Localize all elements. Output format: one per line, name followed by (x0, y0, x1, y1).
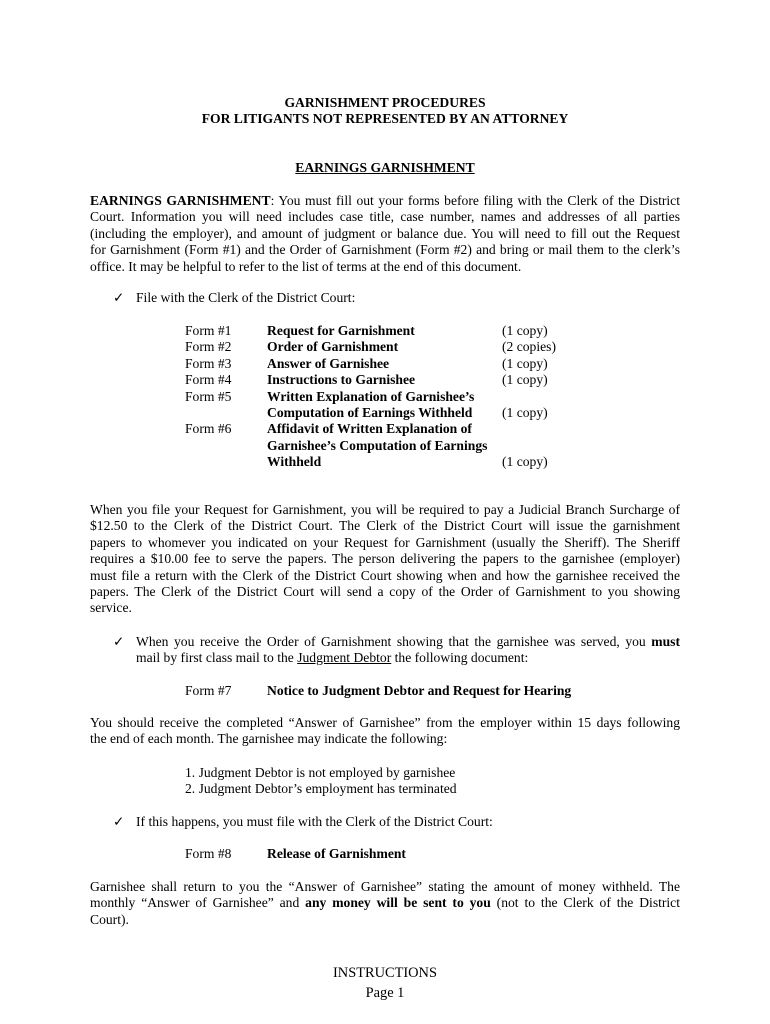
form-8-title: Release of Garnishment (267, 846, 406, 861)
form-1-title: Request for Garnishment (267, 323, 415, 338)
order-check-line1-text: When you receive the Order of Garnishment showing that the garnishee was served, you (136, 634, 652, 649)
surcharge-line-3: papers to whomever you indicated on your Request for Garnishment (usually the Sheriff). The Sheriff (90, 534, 680, 550)
intro-line-4: for Garnishment (Form #1) and the Order of Garnishment (Form #2) and bring or mail them to the clerk’s (90, 242, 680, 258)
final-line-1: Garnishee shall return to you the “Answer of Garnishee” stating the amount of money withheld. The (90, 879, 680, 894)
order-check-must: must (651, 634, 680, 649)
intro-line-3: (including the employer), and amount of judgment or balance due. You will need to fill out the Request (90, 225, 680, 241)
form-4-label: Form #4 (185, 372, 232, 387)
surcharge-line-2: $12.50 to the Clerk of the District Court. The Clerk of the District Court will issue the garnishment (90, 518, 680, 534)
form-5-title-line1: Written Explanation of Garnishee’s (267, 389, 475, 404)
final-line2-bold: any money will be sent to you (305, 895, 491, 911)
if-happens-text: If this happens, you must file with the Clerk of the District Court: (136, 814, 493, 829)
check-icon: ✓ (113, 634, 125, 649)
surcharge-line-5: must file a return with the Clerk of the District Court showing when and how the garnishee received the (90, 567, 680, 583)
section-heading: EARNINGS GARNISHMENT (295, 160, 475, 175)
form-8-label: Form #8 (185, 846, 232, 861)
form-7-label: Form #7 (185, 683, 232, 698)
doc-title-line1: GARNISHMENT PROCEDURES (284, 95, 486, 110)
condition-item-2: 2. Judgment Debtor’s employment has terminated (185, 781, 457, 796)
form-3-copies: (1 copy) (502, 356, 548, 371)
answer-line-1: You should receive the completed “Answer of Garnishee” from the employer within 15 days following (90, 715, 680, 730)
form-6-title-line3: Withheld (267, 454, 322, 469)
doc-title-line2: FOR LITIGANTS NOT REPRESENTED BY AN ATTORNEY (201, 111, 569, 126)
form-4-title: Instructions to Garnishee (267, 372, 416, 387)
form-2-label: Form #2 (185, 339, 232, 354)
check-icon: ✓ (113, 814, 125, 829)
answer-paragraph (90, 715, 680, 748)
order-check-line2 (136, 650, 528, 666)
form-3-title: Answer of Garnishee (267, 356, 390, 371)
order-check-line2-post: the following document: (391, 650, 529, 665)
intro-lead: EARNINGS GARNISHMENT (90, 193, 271, 208)
surcharge-paragraph (90, 502, 680, 617)
order-check-line2-pre: mail by first class mail to the (136, 650, 298, 665)
footer-page-number: Page 1 (365, 985, 405, 1001)
form-2-title: Order of Garnishment (267, 339, 399, 354)
final-line2-post: (not to the Clerk of the District (490, 895, 680, 911)
intro-line1-rest: : You must fill out your forms before filing with the Clerk of the District (270, 193, 680, 208)
form-7-title: Notice to Judgment Debtor and Request for Hearing (267, 683, 572, 698)
condition-item-1: 1. Judgment Debtor is not employed by garnishee (185, 765, 456, 780)
form-3-label: Form #3 (185, 356, 232, 371)
check-icon: ✓ (113, 290, 125, 305)
footer-instructions-label: INSTRUCTIONS (333, 965, 437, 981)
final-paragraph (90, 879, 680, 928)
form-6-copies: (1 copy) (502, 454, 548, 469)
surcharge-line-1: When you file your Request for Garnishment, you will be required to pay a Judicial Branch Surcharge of (90, 502, 680, 517)
form-6-title-line1: Affidavit of Written Explanation of (267, 421, 472, 436)
form-1-copies: (1 copy) (502, 323, 548, 338)
form-2-copies: (2 copies) (502, 339, 556, 354)
file-with-clerk-text: File with the Clerk of the District Court: (136, 290, 356, 305)
surcharge-line-4: requires a $10.00 fee to serve the papers. The person delivering the papers to the garnishee (employer) (90, 551, 680, 567)
surcharge-line-7: service. (90, 600, 132, 616)
form-5-title-line2: Computation of Earnings Withheld (267, 405, 473, 420)
order-check-line1 (136, 634, 680, 650)
final-line2-pre: monthly “Answer of Garnishee” and (90, 895, 306, 911)
form-4-copies: (1 copy) (502, 372, 548, 387)
intro-line-1 (90, 193, 680, 209)
answer-line-2: the end of each month. The garnishee may indicate the following: (90, 731, 448, 747)
judgment-debtor-term: Judgment Debtor (297, 650, 392, 665)
surcharge-line-6: papers. The Clerk of the District Court will send a copy of the Order of Garnishment to you showing (90, 584, 680, 600)
intro-line-5: office. It may be helpful to refer to the list of terms at the end of this document. (90, 258, 522, 274)
final-line-2 (90, 895, 680, 911)
form-1-label: Form #1 (185, 323, 232, 338)
intro-paragraph (90, 193, 680, 275)
final-line-3: Court). (90, 911, 129, 927)
form-6-label: Form #6 (185, 421, 232, 436)
form-5-copies: (1 copy) (502, 405, 548, 420)
form-5-label: Form #5 (185, 389, 232, 404)
form-6-title-line2: Garnishee’s Computation of Earnings (267, 438, 488, 453)
intro-line-2: Court. Information you will need includes case title, case number, names and addresses of all parties (90, 209, 680, 225)
